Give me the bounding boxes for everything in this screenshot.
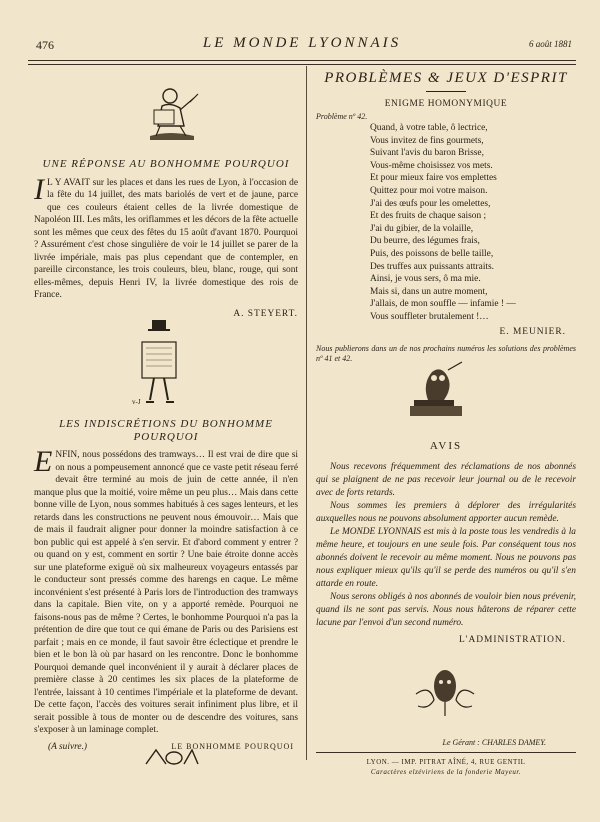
printer-line: LYON. — IMP. PITRAT AÎNÉ, 4, RUE GENTIL — [366, 758, 526, 766]
poem-line: Puis, des poissons de belle taille, — [370, 248, 494, 259]
problem-label: Problème nº 42. — [316, 112, 368, 121]
article-signature: A. STEYERT. — [233, 308, 298, 319]
reading-figure-illustration — [140, 80, 204, 142]
poem-line: Vous souffleter brutalement !… — [370, 311, 489, 322]
article-body-wrap — [34, 172, 298, 302]
section-title: PROBLÈMES & JEUX D'ESPRIT — [324, 70, 568, 86]
column-divider — [306, 66, 307, 760]
notice-paragraph: Nous serons obligés à nos abonnés de vouloir bien nous prévenir, quand ils ne sont pas servis. Nous nous hâterons de réparer cette lacune par l'envoi d'un second numéro. — [316, 591, 576, 628]
puzzles-section — [316, 72, 576, 364]
notice-paragraph: Le MONDE LYONNAIS est mis à la poste tous les vendredis à la même heure, et toujours en une seule fois. Par conséquent tous nos abonnés doivent le recevoir au même moment. Nous ne pouvons pas nous expliquer mieux qu'ils qu'il se perde des numéros ou qu'il s'en attarde en route. — [316, 526, 576, 589]
header-rule-thin — [28, 64, 576, 65]
illustration-label: v-J — [132, 398, 141, 406]
poem-line: J'ai du gibier, de la volaille, — [370, 223, 474, 234]
title-rule — [426, 91, 466, 92]
masthead: LE MONDE LYONNAIS — [202, 35, 402, 51]
page-number: 476 — [36, 38, 54, 52]
owl-on-books-illustration — [404, 360, 468, 422]
poem-line: Vous-même choisissez vos mets. — [370, 160, 493, 171]
article-body-wrap — [34, 445, 298, 737]
article-title: UNE RÉPONSE AU BONHOMME POURQUOI — [42, 158, 290, 170]
poem-line: Et des fruits de chaque saison ; — [370, 211, 487, 222]
issue-date: 6 août 1881 — [528, 39, 572, 49]
header-rule — [28, 60, 576, 61]
article-signature: LE BONHOMME POURQUOI — [171, 741, 294, 751]
poem-line: Vous invitez de fins gourmets, — [370, 135, 484, 146]
footer-rule — [316, 752, 576, 753]
notice-title: AVIS — [429, 440, 463, 452]
notice-section — [316, 440, 576, 646]
poem-line: J'allais, de mon souffle — infamie ! — — [370, 299, 516, 310]
poem-line: Quittez pour moi votre maison. — [370, 185, 488, 196]
article-body: L Y AVAIT sur les places et dans les rues de Lyon, à l'occasion de la fête du 14 juillet, des mats bariolés de vert et de jaune, parce que ces couleurs étaient celles de la livrée domestique de Napoléon III. Les mâts, les oriflammes et les décors de la fête actuelle sont les mêmes que ceux des fêtes du 15 août d'avant 1870. Pourquoi ? Assurément c'est chose singulière de voir le 14 juillet se parer de la livrée impériale, mais pas plus cependant que de contempler, en pareille circonstance, les trois couleurs, bleu, blanc, rouge, qui sont elles-mêmes, depuis Henri IV, la livrée domestique des rois de France. — [34, 177, 298, 300]
poem-line: Ainsi, je vous sers, ô ma mie. — [370, 274, 481, 285]
solutions-note: Nous publierons dans un de nos prochains numéros les solutions des problèmes nº 41 et 42. — [316, 344, 576, 363]
notice-paragraph: Nous recevons fréquemment des réclamations de nos abonnés qui se plaignent de ne pas recevoir leur journal ou de le recevoir avec de forts retards. — [316, 461, 576, 498]
notice-signature: L'ADMINISTRATION. — [459, 634, 566, 645]
man-reading-newspaper-illustration — [138, 318, 182, 406]
drop-cap: I — [34, 172, 44, 206]
article-reponse — [34, 158, 298, 320]
poem-line: Mais si, dans un autre moment, — [370, 286, 488, 297]
mask-ornament — [410, 664, 480, 720]
article-title: LES INDISCRÉTIONS DU BONHOMME POURQUOI — [59, 418, 273, 443]
drop-cap: E — [34, 445, 53, 478]
gerant-line: Le Gérant : CHARLES DAMEY. — [442, 738, 546, 747]
page-header — [28, 34, 576, 56]
type-foundry-line: Caractères elzéviriens de la fonderie Mayeur. — [370, 768, 522, 776]
enigma-poem — [316, 122, 576, 324]
article-body: NFIN, nous possédons des tramways… Il est vrai de dire que si on nous a pompeusement annoncé que ce vaste petit réseau ferré devait être terminé au mois de juin de cette année, il n'en manque plus que la moitié, voire même un peu plus… Mais dans cette bonne ville de Lyon, nous sommes habitués à ces sages lenteurs, et les retards dans les constructions ne peuvent nous émouvoir… Mais que de mais il faudrait aligner pour donner la moindre satisfaction à ce bon public qui est appelé à s'en servir. Et d'abord comment y entrer ? ou quand on y est, comment en sortir ? Une baie étroite donne accès sur une plateforme exiguë où six malheureux voyageurs entassés par le conducteur sont pressés comme des harengs en caque. Le même inconvénient s'est présenté à Paris lors de l'introduction des tramways dans la capitale. Bien vite, on y a apporté remède. Pourquoi ne faisons-nous pas de même ? Certes, le bonhomme Pourquoi n'a pas la prétention de dire que tout ce qui émane de Paris ou des Parisiens est parfait ; mais en ce monde, il faut savoir être éclectique et prendre le bien et le bon là où par hasard on les rencontre. Donc le bonhomme Pourquoi demande quel inconvénient il y aurait à déclarer places de première classe à 20 centimes les six places de la plateforme de l'entrée, laissant à 10 centimes l'impériale et la plateforme de devant. De cette façon, l'accès des voitures serait infiniment plus libre, et il serait possible à tous de monter ou de descendre des voitures, sans s'exposer à un laminage complet. — [34, 450, 298, 735]
poem-line: Quand, à votre table, ô lectrice, — [370, 123, 488, 133]
poem-line: J'ai des œufs pour les omelettes, — [370, 198, 491, 209]
poem-line: Suivant l'avis du baron Brisse, — [370, 148, 484, 159]
notice-paragraph: Nous sommes les premiers à déplorer des irrégularités auxquelles nous ne pouvons absolument apporter aucun remède. — [316, 500, 576, 524]
poem-line: Du beurre, des légumes frais, — [370, 236, 480, 247]
continued-note: (A suivre.) — [48, 741, 88, 752]
poem-line: Des truffes aux puissants attraits. — [370, 261, 495, 272]
enigma-title: ENIGME HOMONYMIQUE — [384, 98, 508, 109]
end-ornament-glasses — [140, 746, 202, 768]
article-indiscretions — [34, 418, 298, 755]
poem-signature: E. MEUNIER. — [499, 326, 566, 337]
poem-line: Et pour mieux faire vos emplettes — [370, 173, 497, 184]
